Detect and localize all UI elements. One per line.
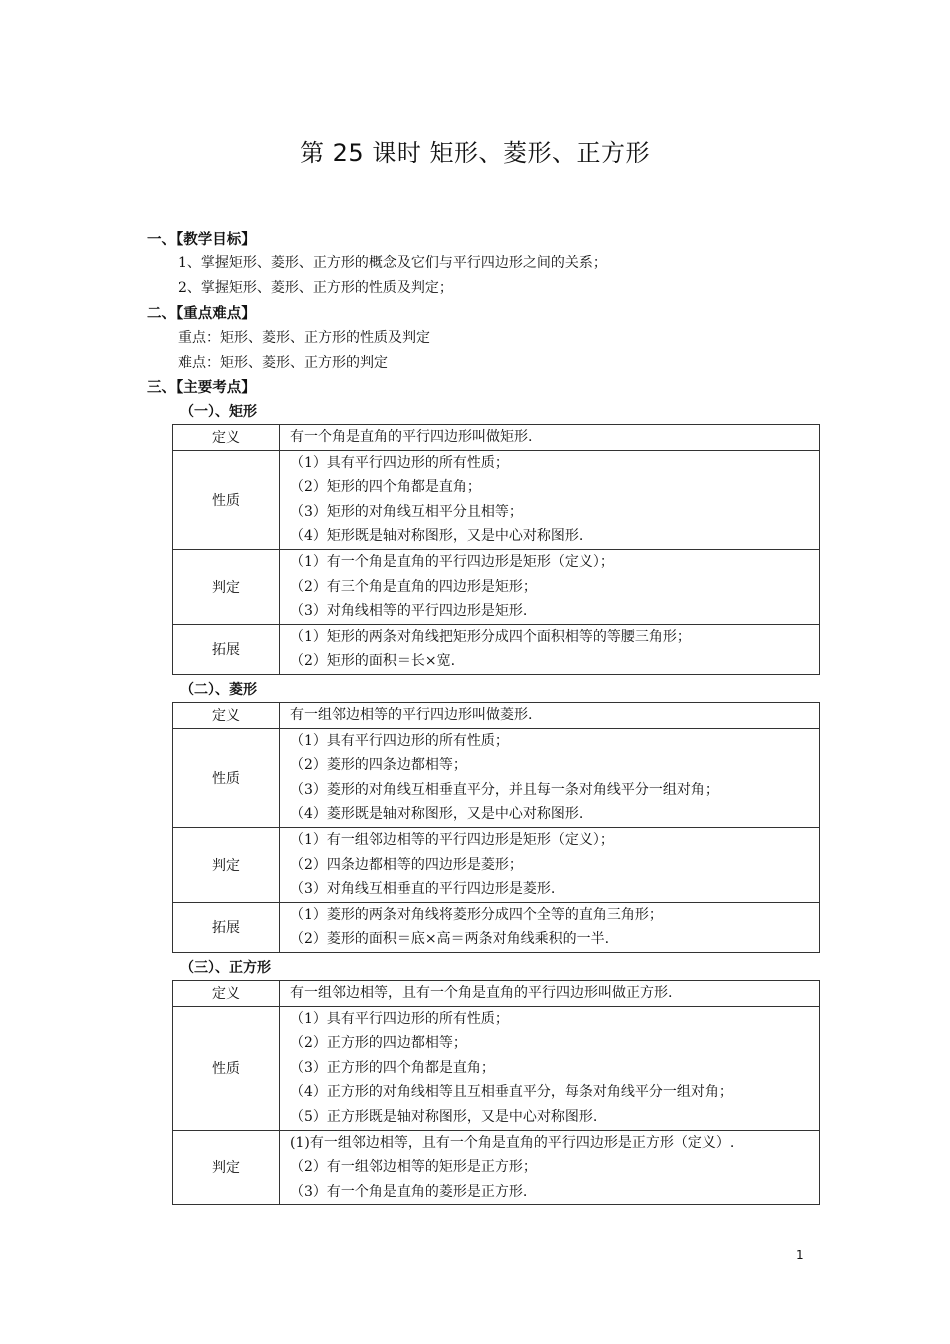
table-row	[173, 549, 820, 624]
row-text-line: （2）矩形的面积＝长×宽.	[290, 653, 456, 670]
row-value-cell	[280, 624, 820, 674]
row-key-cell: 定义	[173, 703, 280, 729]
section-heading-key-points: 二、【重点难点】	[147, 306, 256, 322]
row-text-line: （1）有一个角是直角的平行四边形是矩形（定义）；	[290, 553, 614, 570]
row-value-cell	[280, 1006, 820, 1130]
row-key-cell: 判定	[173, 827, 280, 902]
row-value-cell	[280, 450, 820, 549]
difficult-point-line: 难点：矩形、菱形、正方形的判定	[178, 355, 388, 371]
row-value-cell	[280, 703, 820, 729]
row-key-cell: 性质	[173, 450, 280, 549]
row-text-line: （2）正方形的四边都相等；	[290, 1035, 467, 1052]
table-row	[173, 703, 820, 729]
table-row	[173, 1006, 820, 1130]
row-text-line: （2）菱形的面积＝底×高＝两条对角线乘积的一半.	[290, 931, 610, 948]
row-text-line: （2）矩形的四个角都是直角；	[290, 479, 481, 496]
row-value-cell	[280, 728, 820, 827]
row-text-line: (1)有一组邻边相等，且有一个角是直角的平行四边形是正方形（定义）.	[290, 1134, 735, 1151]
row-key-cell: 定义	[173, 981, 280, 1007]
row-text-line: （3）正方形的四个角都是直角；	[290, 1059, 495, 1076]
row-text-line: （3）矩形的对角线互相平分且相等；	[290, 503, 523, 520]
table-row	[173, 425, 820, 451]
row-text-line: （2）有三个角是直角的四边形是矩形；	[290, 578, 537, 595]
row-text-line: （1）具有平行四边形的所有性质；	[290, 732, 509, 749]
row-text-line: （1）菱形的两条对角线将菱形分成四个全等的直角三角形；	[290, 906, 663, 923]
row-value-cell	[280, 425, 820, 451]
row-text-line: （3）菱形的对角线互相垂直平分，并且每一条对角线平分一组对角；	[290, 781, 719, 798]
subsection-heading-rhombus: （二）、菱形	[180, 682, 257, 698]
row-text-line: （4）矩形既是轴对称图形，又是中心对称图形.	[290, 528, 584, 545]
row-key-cell: 定义	[173, 425, 280, 451]
table-row	[173, 827, 820, 902]
row-text-line: （4）正方形的对角线相等且互相垂直平分，每条对角线平分一组对角；	[290, 1084, 733, 1101]
goal-line-2: 2、掌握矩形、菱形、正方形的性质及判定；	[178, 280, 453, 296]
row-text-line: （2）四条边都相等的四边形是菱形；	[290, 856, 523, 873]
row-text-line: （3）对角线相等的平行四边形是矩形.	[290, 603, 528, 620]
row-text-line: （5）正方形既是轴对称图形，又是中心对称图形.	[290, 1108, 598, 1125]
row-key-cell: 性质	[173, 1006, 280, 1130]
page-number: 1	[796, 1248, 804, 1262]
section-heading-exam-points: 三、【主要考点】	[147, 380, 256, 396]
subsection-heading-square: （三）、正方形	[180, 960, 271, 976]
row-text-line: （1）矩形的两条对角线把矩形分成四个面积相等的等腰三角形；	[290, 628, 691, 645]
table-row	[173, 902, 820, 952]
row-text-line: （2）菱形的四条边都相等；	[290, 757, 467, 774]
row-value-cell	[280, 827, 820, 902]
subsection-heading-rectangle: （一）、矩形	[180, 404, 257, 420]
table-row	[173, 1130, 820, 1205]
row-text-line: 有一组邻边相等的平行四边形叫做菱形.	[290, 707, 533, 723]
page-title: 第 25 课时 矩形、菱形、正方形	[300, 139, 650, 167]
section-heading-goals: 一、【教学目标】	[147, 232, 256, 248]
rhombus-table	[172, 702, 820, 953]
row-text-line: （2）有一组邻边相等的矩形是正方形；	[290, 1159, 537, 1176]
row-text-line: （3）对角线互相垂直的平行四边形是菱形.	[290, 881, 556, 898]
row-text-line: 有一个角是直角的平行四边形叫做矩形.	[290, 429, 533, 445]
square-table	[172, 980, 820, 1205]
row-value-cell	[280, 981, 820, 1007]
row-text-line: （3）有一个角是直角的菱形是正方形.	[290, 1183, 528, 1200]
row-value-cell	[280, 549, 820, 624]
table-row	[173, 450, 820, 549]
rectangle-table	[172, 424, 820, 675]
table-row	[173, 624, 820, 674]
row-key-cell: 性质	[173, 728, 280, 827]
row-value-cell	[280, 902, 820, 952]
row-key-cell: 拓展	[173, 624, 280, 674]
table-row	[173, 981, 820, 1007]
row-value-cell	[280, 1130, 820, 1205]
table-row	[173, 728, 820, 827]
row-text-line: （1）有一组邻边相等的平行四边形是矩形（定义）；	[290, 831, 614, 848]
key-point-line: 重点：矩形、菱形、正方形的性质及判定	[178, 330, 430, 346]
row-text-line: （4）菱形既是轴对称图形，又是中心对称图形.	[290, 806, 584, 823]
row-text-line: （1）具有平行四边形的所有性质；	[290, 454, 509, 471]
row-key-cell: 判定	[173, 1130, 280, 1205]
goal-line-1: 1、掌握矩形、菱形、正方形的概念及它们与平行四边形之间的关系；	[178, 255, 607, 271]
row-text-line: （1）具有平行四边形的所有性质；	[290, 1010, 509, 1027]
row-key-cell: 判定	[173, 549, 280, 624]
row-key-cell: 拓展	[173, 902, 280, 952]
row-text-line: 有一组邻边相等，且有一个角是直角的平行四边形叫做正方形.	[290, 985, 673, 1001]
